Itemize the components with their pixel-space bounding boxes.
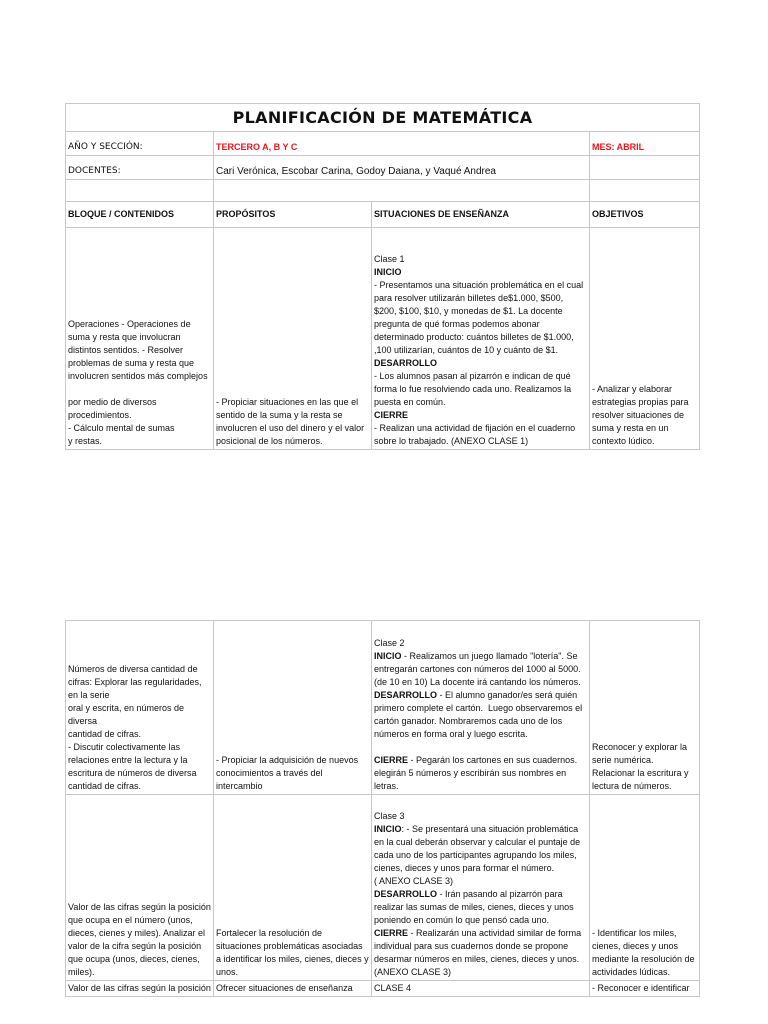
empty-cell [590, 180, 700, 202]
row1-objective: - Analizar y elaborar estrategias propias para resolver situaciones de suma y resta en un contexto lúdico. [590, 228, 700, 450]
month-label: MES: ABRIL [590, 132, 700, 156]
row3-content: Valor de las cifras según la posición que ocupa en el número (unos, dieces, cienes y miles). Analizar el valor de la cifra según la posición que ocupa (unos, dieces, cienes, miles). [66, 795, 214, 981]
row1-content-part1: Operaciones - Operaciones de suma y resta que involucran distintos sentidos. - Resolver problemas de suma y resta que involucren sentidos más complejos [68, 319, 208, 381]
row2-situations-cell [372, 621, 590, 795]
row2-inicio-text: - Realizamos un juego llamado "lotería". Se entregarán cartones con números del 1000 al 5000. (de 10 en 10) La docente irá cantando los números. [374, 651, 584, 687]
row1-inicio-text: - Presentamos una situación problemática en el cual para resolver utilizarán billetes de$1.000, $500, $200, $100, $10, y monedas de $1. La docente pregunta de qué formas podemos abonar determinado producto: cuántos billetes de $1.000, ,100 utilizarían, cuántos de 10 y cuánto de $1. [374, 280, 586, 355]
row3-desarrollo-label: DESARROLLO [374, 889, 437, 899]
row3-desarrollo-text: - Irán pasando al pizarrón para realizar las sumas de miles, cienes, dieces y unos poniendo en común lo que pensó cada uno. [374, 889, 577, 925]
row2-content-text: Números de diversa cantidad de cifras: Explorar las regularidades, en la serie oral y escrita, en números de diversa cantidad de cifras. - Discutir colectivamente las relaciones entre la lectura y la escritura de números de diversa cantidad de cifras. [68, 664, 202, 791]
teachers-value: Cari Verónica, Escobar Carina, Godoy Daiana, y Vaqué Andrea [214, 156, 590, 180]
row3-inicio-text: : - Se presentará una situación problemática en la cual deberán observar y calcular el puntaje de cada uno de los participantes agrupando los miles, cienes, dieces y unos para formar el número. ( ANEXO CLASE 3) [374, 824, 581, 886]
document-title: PLANIFICACIÓN DE MATEMÁTICA [66, 104, 700, 132]
row4-content: Valor de las cifras según la posición [66, 981, 214, 997]
header-propositos: PROPÓSITOS [214, 202, 372, 228]
row1-content-part2: por medio de diversos procedimientos. - Cálculo mental de sumas y restas. [68, 397, 175, 446]
row3-situations-cell [372, 795, 590, 981]
row3-class-title: Clase 3 [374, 811, 405, 821]
row3-cierre-label: CIERRE [374, 928, 409, 938]
row1-content-cell [66, 228, 214, 450]
empty-cell [66, 180, 214, 202]
row2-cierre-text: - Pegarán los cartones en sus cuadernos. elegirán 5 números y escribirán sus nombres en letras. [374, 755, 580, 791]
row1-cierre-label: CIERRE [374, 410, 409, 420]
row4-purpose: Ofrecer situaciones de enseñanza [214, 981, 372, 997]
row1-inicio-label: INICIO [374, 267, 402, 277]
row2-cierre-label: CIERRE [374, 755, 409, 765]
row1-desarrollo-text: - Los alumnos pasan al pizarrón e indican de qué forma lo fue resolviendo cada uno. Realizamos la puesta en común. [374, 371, 574, 407]
row2-purpose: - Propiciar la adquisición de nuevos conocimientos a través del intercambio [214, 621, 372, 795]
row1-purpose: - Propiciar situaciones en las que el sentido de la suma y la resta se involucren el uso del dinero y el valor posicional de los números. [214, 228, 372, 450]
row2-desarrollo-label: DESARROLLO [374, 690, 437, 700]
year-section-value: TERCERO A, B Y C [214, 132, 590, 156]
row2-class-title: Clase 2 [374, 638, 405, 648]
row1-class-title: Clase 1 [374, 254, 405, 264]
row2-desarrollo-text: - El alumno ganador/es será quién primero complete el cartón. Luego observaremos el cartón ganador. Nombraremos cada uno de los números en forma oral y luego escrita. [374, 690, 585, 739]
empty-cell [590, 156, 700, 180]
row1-desarrollo-label: DESARROLLO [374, 358, 437, 368]
row1-cierre-text: - Realizan una actividad de fijación en el cuaderno sobre lo trabajado. (ANEXO CLASE 1) [374, 423, 578, 446]
planning-table-bottom [65, 620, 700, 997]
row2-content [66, 621, 214, 795]
teachers-label: DOCENTES: [66, 156, 214, 180]
row3-objective: - Identificar los miles, cienes, dieces y unos mediante la resolución de actividades lúdicas. [590, 795, 700, 981]
header-situaciones: SITUACIONES DE ENSEÑANZA [372, 202, 590, 228]
header-bloque-contenidos: BLOQUE / CONTENIDOS [66, 202, 214, 228]
row2-objective: Reconocer y explorar la serie numérica. Relacionar la escritura y lectura de números. [590, 621, 700, 795]
row3-inicio-label: INICIO [374, 824, 402, 834]
empty-cell [214, 180, 590, 202]
planning-table-top [65, 103, 700, 450]
year-section-label: AÑO Y SECCIÓN: [66, 132, 214, 156]
row2-inicio-label: INICIO [374, 651, 402, 661]
row4-objective: - Reconocer e identificar [590, 981, 700, 997]
header-objetivos: OBJETIVOS [590, 202, 700, 228]
row3-cierre-text: - Realizarán una actividad similar de forma individual para sus cuadernos donde se propone desarmar números en miles, cienes, dieces y unos. (ANEXO CLASE 3) [374, 928, 584, 977]
row4-class-title: CLASE 4 [372, 981, 590, 997]
row1-situations-cell [372, 228, 590, 450]
row3-purpose: Fortalecer la resolución de situaciones problemáticas asociadas a identificar los miles, cienes, dieces y unos. [214, 795, 372, 981]
